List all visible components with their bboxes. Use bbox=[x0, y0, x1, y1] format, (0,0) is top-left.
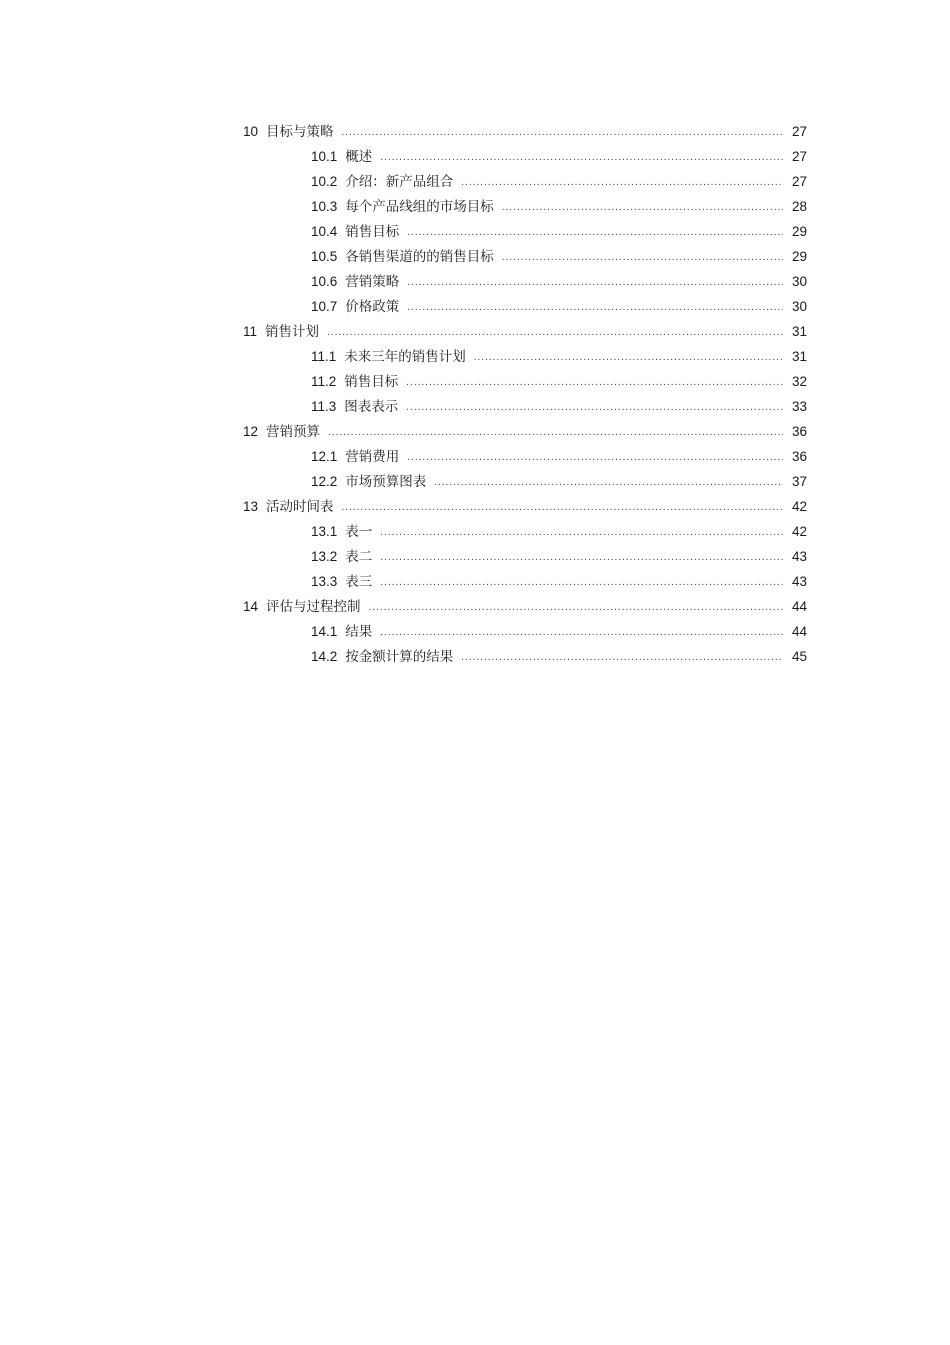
toc-dot-leader bbox=[461, 645, 783, 670]
toc-entry-line bbox=[311, 519, 807, 546]
toc-dot-leader bbox=[406, 395, 783, 420]
toc-entry-page-number: 29 bbox=[791, 249, 807, 264]
toc-entry-title: 表三 bbox=[345, 574, 373, 589]
toc-dot-leader bbox=[342, 495, 783, 520]
toc-dot-leader bbox=[369, 595, 783, 620]
toc-entry[interactable] bbox=[0, 219, 950, 244]
toc-entry[interactable] bbox=[0, 519, 950, 544]
toc-entry[interactable] bbox=[0, 394, 950, 419]
toc-entry[interactable] bbox=[0, 244, 950, 269]
toc-dot-leader bbox=[327, 320, 783, 345]
toc-dot-leader bbox=[406, 370, 783, 395]
toc-entry-title: 概述 bbox=[345, 149, 373, 164]
toc-entry-title: 评估与过程控制 bbox=[266, 599, 361, 614]
toc-entry-title: 表一 bbox=[345, 524, 373, 539]
toc-entry-line bbox=[311, 144, 807, 171]
table-of-contents bbox=[0, 119, 950, 669]
toc-entry-page-number: 27 bbox=[791, 149, 807, 164]
toc-entry-line bbox=[311, 469, 807, 496]
toc-entry[interactable] bbox=[0, 194, 950, 219]
toc-entry-number: 10.3 bbox=[311, 199, 338, 214]
toc-entry-number: 10 bbox=[243, 124, 259, 139]
toc-entry-page-number: 44 bbox=[791, 599, 807, 614]
toc-entry-line bbox=[311, 644, 807, 671]
toc-entry[interactable] bbox=[0, 569, 950, 594]
toc-entry[interactable] bbox=[0, 144, 950, 169]
toc-entry-page-number: 32 bbox=[791, 374, 807, 389]
toc-entry-line bbox=[243, 119, 807, 146]
toc-entry[interactable] bbox=[0, 119, 950, 144]
toc-entry-number: 10.7 bbox=[311, 299, 338, 314]
toc-entry-title: 营销策略 bbox=[345, 274, 400, 289]
toc-entry[interactable] bbox=[0, 619, 950, 644]
toc-dot-leader bbox=[474, 345, 783, 370]
toc-entry[interactable] bbox=[0, 269, 950, 294]
toc-entry-line bbox=[311, 369, 807, 396]
toc-entry-number: 13.3 bbox=[311, 574, 338, 589]
toc-entry-page-number: 30 bbox=[791, 299, 807, 314]
toc-entry-number: 12.2 bbox=[311, 474, 338, 489]
toc-dot-leader bbox=[407, 445, 783, 470]
toc-entry-number: 11.3 bbox=[311, 399, 337, 414]
toc-dot-leader bbox=[434, 470, 783, 495]
toc-entry-line bbox=[243, 419, 807, 446]
toc-dot-leader bbox=[380, 145, 783, 170]
toc-entry-line bbox=[311, 544, 807, 571]
toc-entry-title: 结果 bbox=[345, 624, 373, 639]
toc-entry-title: 市场预算图表 bbox=[345, 474, 427, 489]
toc-entry-number: 10.6 bbox=[311, 274, 338, 289]
toc-entry-line bbox=[243, 594, 807, 621]
toc-entry-number: 14 bbox=[243, 599, 259, 614]
toc-dot-leader bbox=[407, 295, 783, 320]
toc-entry-title: 按金额计算的结果 bbox=[345, 649, 454, 664]
toc-entry-line bbox=[311, 294, 807, 321]
toc-entry-title: 价格政策 bbox=[345, 299, 400, 314]
toc-entry-line bbox=[311, 169, 807, 196]
toc-entry-page-number: 27 bbox=[791, 174, 807, 189]
toc-entry-title: 营销费用 bbox=[345, 449, 400, 464]
toc-entry-page-number: 45 bbox=[791, 649, 807, 664]
toc-entry[interactable] bbox=[0, 369, 950, 394]
toc-entry[interactable] bbox=[0, 419, 950, 444]
toc-entry-page-number: 27 bbox=[791, 124, 807, 139]
toc-entry-page-number: 42 bbox=[791, 524, 807, 539]
toc-entry[interactable] bbox=[0, 494, 950, 519]
toc-entry-page-number: 44 bbox=[791, 624, 807, 639]
toc-entry-title: 表二 bbox=[345, 549, 373, 564]
toc-entry-number: 12.1 bbox=[311, 449, 338, 464]
toc-entry-number: 12 bbox=[243, 424, 259, 439]
toc-entry-number: 11.1 bbox=[311, 349, 337, 364]
toc-entry-line bbox=[311, 394, 807, 421]
toc-entry-page-number: 43 bbox=[791, 574, 807, 589]
toc-entry-line bbox=[311, 244, 807, 271]
toc-dot-leader bbox=[461, 170, 783, 195]
toc-entry-line bbox=[311, 444, 807, 471]
toc-entry-title: 营销预算 bbox=[266, 424, 321, 439]
toc-entry-title: 图表表示 bbox=[344, 399, 399, 414]
toc-entry-page-number: 36 bbox=[791, 449, 807, 464]
toc-entry[interactable] bbox=[0, 319, 950, 344]
toc-entry-title: 每个产品线组的市场目标 bbox=[345, 199, 494, 214]
toc-entry-line bbox=[311, 569, 807, 596]
toc-entry[interactable] bbox=[0, 169, 950, 194]
toc-entry-number: 11 bbox=[243, 324, 258, 339]
toc-entry-title: 未来三年的销售计划 bbox=[344, 349, 466, 364]
toc-entry[interactable] bbox=[0, 294, 950, 319]
toc-dot-leader bbox=[502, 195, 783, 220]
toc-dot-leader bbox=[342, 120, 783, 145]
toc-entry-title: 介绍：新产品组合 bbox=[345, 174, 454, 189]
toc-entry[interactable] bbox=[0, 444, 950, 469]
toc-entry-line bbox=[243, 494, 807, 521]
toc-entry-line bbox=[311, 619, 807, 646]
toc-entry-page-number: 36 bbox=[791, 424, 807, 439]
toc-entry-line bbox=[311, 344, 807, 371]
toc-entry-number: 10.5 bbox=[311, 249, 338, 264]
toc-entry-title: 目标与策略 bbox=[266, 124, 334, 139]
toc-entry-page-number: 31 bbox=[791, 349, 807, 364]
toc-entry-number: 13.1 bbox=[311, 524, 338, 539]
toc-entry-title: 各销售渠道的的销售目标 bbox=[345, 249, 494, 264]
toc-entry[interactable] bbox=[0, 344, 950, 369]
toc-entry-line bbox=[311, 194, 807, 221]
toc-entry[interactable] bbox=[0, 594, 950, 619]
toc-entry-title: 销售目标 bbox=[344, 374, 399, 389]
toc-dot-leader bbox=[380, 570, 783, 595]
toc-entry-page-number: 43 bbox=[791, 549, 807, 564]
toc-entry-page-number: 30 bbox=[791, 274, 807, 289]
toc-dot-leader bbox=[328, 420, 783, 445]
toc-entry-title: 销售目标 bbox=[345, 224, 400, 239]
toc-entry-line bbox=[311, 269, 807, 296]
toc-dot-leader bbox=[502, 245, 783, 270]
toc-entry-page-number: 31 bbox=[791, 324, 807, 339]
toc-entry-page-number: 37 bbox=[791, 474, 807, 489]
toc-entry-page-number: 28 bbox=[791, 199, 807, 214]
toc-entry-number: 10.2 bbox=[311, 174, 338, 189]
toc-dot-leader bbox=[380, 620, 783, 645]
toc-dot-leader bbox=[380, 545, 783, 570]
toc-entry-number: 14.1 bbox=[311, 624, 338, 639]
toc-entry-title: 销售计划 bbox=[265, 324, 320, 339]
toc-entry-number: 13.2 bbox=[311, 549, 338, 564]
toc-dot-leader bbox=[407, 270, 783, 295]
toc-dot-leader bbox=[380, 520, 783, 545]
toc-entry[interactable] bbox=[0, 469, 950, 494]
toc-entry-number: 10.4 bbox=[311, 224, 338, 239]
toc-entry[interactable] bbox=[0, 644, 950, 669]
toc-entry-number: 10.1 bbox=[311, 149, 338, 164]
toc-dot-leader bbox=[407, 220, 783, 245]
toc-entry-line bbox=[243, 319, 807, 346]
toc-entry-page-number: 33 bbox=[791, 399, 807, 414]
toc-entry-line bbox=[311, 219, 807, 246]
toc-entry-page-number: 42 bbox=[791, 499, 807, 514]
toc-entry[interactable] bbox=[0, 544, 950, 569]
toc-entry-number: 11.2 bbox=[311, 374, 337, 389]
toc-entry-number: 14.2 bbox=[311, 649, 338, 664]
toc-entry-number: 13 bbox=[243, 499, 259, 514]
toc-entry-title: 活动时间表 bbox=[266, 499, 334, 514]
toc-entry-page-number: 29 bbox=[791, 224, 807, 239]
